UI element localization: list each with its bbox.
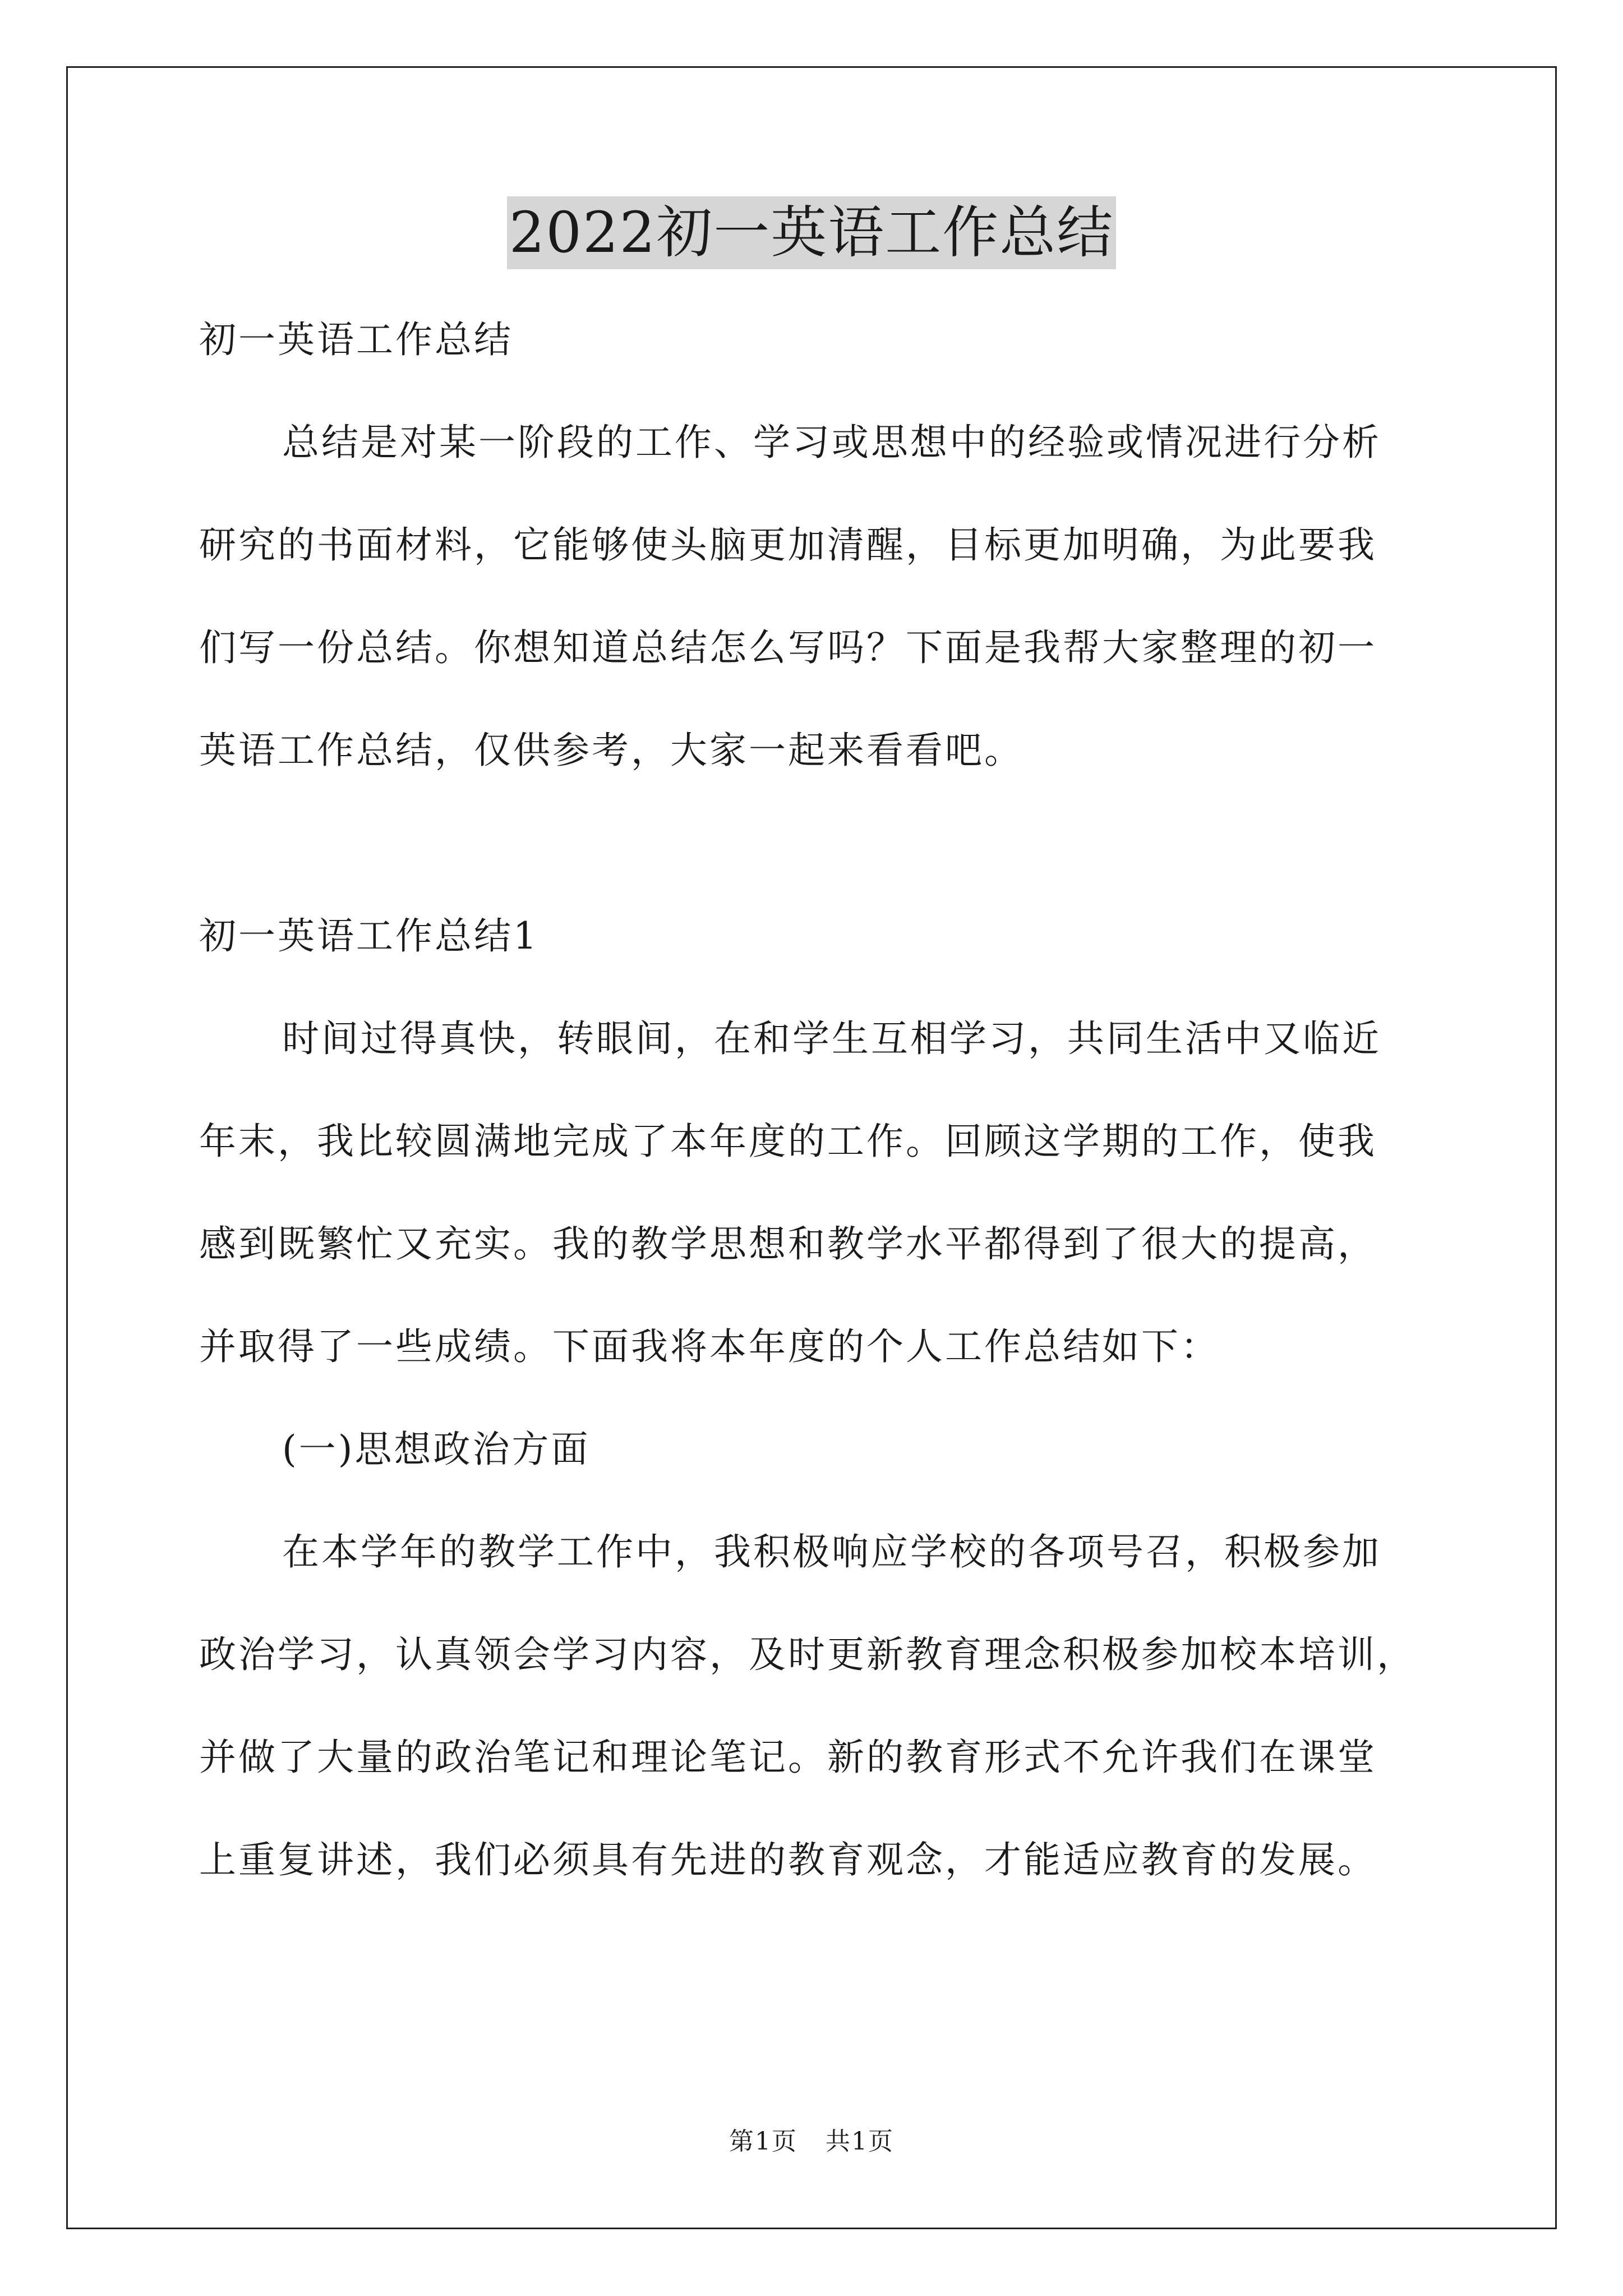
paragraph-line: 政治学习，认真领会学习内容，及时更新教育理念积极参加校本培训， — [199, 1633, 1416, 1676]
paragraph-line: 上重复讲述，我们必须具有先进的教育观念，才能适应教育的发展。 — [199, 1838, 1377, 1881]
page-footer — [0, 2126, 1623, 2157]
subsection-heading: (一)思想政治方面 — [282, 1428, 591, 1471]
paragraph-line: 时间过得真快，转眼间，在和学生互相学习，共同生活中又临近 — [282, 1017, 1381, 1060]
title-block — [0, 196, 1623, 269]
page-number: 第1页 — [729, 2127, 797, 2156]
paragraph-gap — [199, 827, 1427, 910]
paragraph-line: 研究的书面材料，它能够使头脑更加清醒，目标更加明确，为此要我 — [199, 523, 1377, 567]
paragraph-line: 并做了大量的政治笔记和理论笔记。新的教育形式不允许我们在课堂 — [199, 1736, 1377, 1779]
paragraph-line: 并取得了一些成绩。下面我将本年度的个人工作总结如下： — [199, 1325, 1220, 1368]
document-title: 2022初一英语工作总结 — [507, 196, 1117, 269]
document-body — [199, 314, 1427, 1937]
section-heading: 初一英语工作总结1 — [199, 914, 539, 958]
paragraph-line: 感到既繁忙又充实。我的教学思想和教学水平都得到了很大的提高， — [199, 1222, 1377, 1266]
page-total: 共1页 — [826, 2127, 894, 2156]
paragraph-line: 总结是对某一阶段的工作、学习或思想中的经验或情况进行分析 — [282, 421, 1381, 464]
paragraph-line: 在本学年的教学工作中，我积极响应学校的各项号召，积极参加 — [282, 1530, 1381, 1573]
subtitle-line: 初一英语工作总结 — [199, 318, 513, 361]
paragraph-line: 英语工作总结，仅供参考，大家一起来看看吧。 — [199, 729, 1023, 772]
paragraph-line: 年末，我比较圆满地完成了本年度的工作。回顾这学期的工作，使我 — [199, 1120, 1377, 1163]
paragraph-line: 们写一份总结。你想知道总结怎么写吗？下面是我帮大家整理的初一 — [199, 626, 1377, 669]
